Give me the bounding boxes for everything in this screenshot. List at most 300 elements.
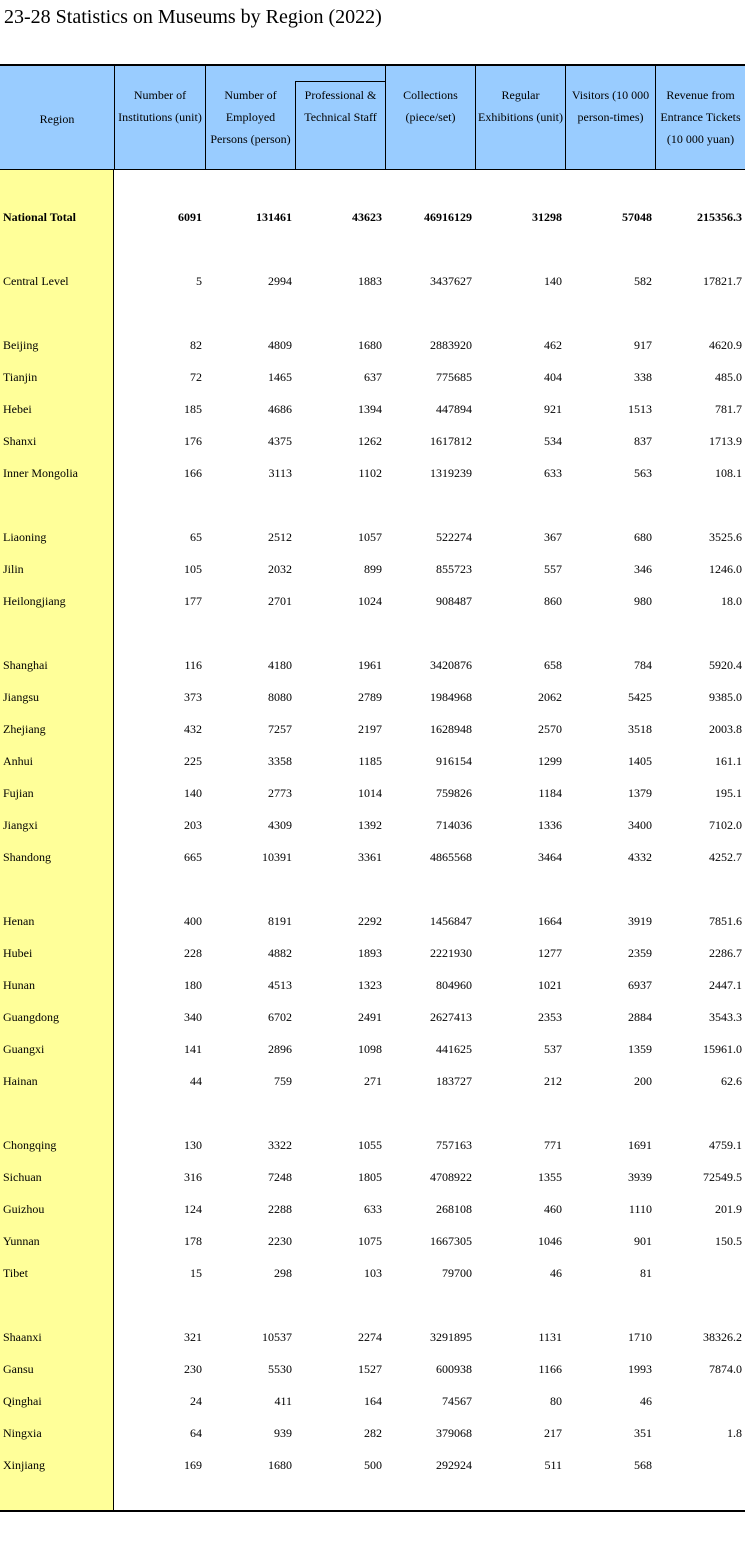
table-row <box>0 687 745 707</box>
table-row <box>0 847 745 867</box>
region-name-cell: Anhui <box>3 754 33 768</box>
revenue-cell: 2286.7 <box>709 946 742 960</box>
professional-cell: 1055 <box>358 1138 382 1152</box>
visitors-cell: 1359 <box>628 1042 652 1056</box>
collections-cell: 441625 <box>436 1042 472 1056</box>
professional-cell: 2789 <box>358 690 382 704</box>
region-name-cell: Hubei <box>3 946 33 960</box>
revenue-cell: 17821.7 <box>703 274 742 288</box>
professional-cell: 637 <box>364 370 382 384</box>
exhibitions-cell: 2062 <box>538 690 562 704</box>
exhibitions-cell: 140 <box>544 274 562 288</box>
table-row <box>0 1455 745 1475</box>
header-employed: Number of Employed Persons (person) <box>205 66 295 169</box>
visitors-cell: 3939 <box>628 1170 652 1184</box>
exhibitions-cell: 1664 <box>538 914 562 928</box>
header-collections: Collections (piece/set) <box>385 66 475 169</box>
table-row <box>0 1359 745 1379</box>
collections-cell: 2627413 <box>430 1010 472 1024</box>
region-name-cell: National Total <box>3 210 77 224</box>
revenue-cell: 161.1 <box>715 754 742 768</box>
exhibitions-cell: 658 <box>544 658 562 672</box>
revenue-cell: 1713.9 <box>709 434 742 448</box>
institutions-cell: 82 <box>190 338 202 352</box>
table-row <box>0 591 745 611</box>
exhibitions-cell: 1131 <box>538 1330 562 1344</box>
institutions-cell: 665 <box>184 850 202 864</box>
museum-statistics-table <box>0 64 745 1512</box>
professional-cell: 1057 <box>358 530 382 544</box>
revenue-cell: 5920.4 <box>709 658 742 672</box>
revenue-cell: 150.5 <box>715 1234 742 1248</box>
institutions-cell: 72 <box>190 370 202 384</box>
employed-cell: 6702 <box>268 1010 292 1024</box>
table-row <box>0 911 745 931</box>
employed-cell: 298 <box>274 1266 292 1280</box>
visitors-cell: 346 <box>634 562 652 576</box>
employed-cell: 1465 <box>268 370 292 384</box>
exhibitions-cell: 80 <box>550 1394 562 1408</box>
table-row <box>0 367 745 387</box>
header-visitors: Visitors (10 000 person-times) <box>565 66 655 169</box>
revenue-cell: 195.1 <box>715 786 742 800</box>
table-row <box>0 751 745 771</box>
institutions-cell: 64 <box>190 1426 202 1440</box>
visitors-cell: 351 <box>634 1426 652 1440</box>
institutions-cell: 44 <box>190 1074 202 1088</box>
collections-cell: 775685 <box>436 370 472 384</box>
table-row <box>0 815 745 835</box>
revenue-cell: 2003.8 <box>709 722 742 736</box>
professional-cell: 1185 <box>358 754 382 768</box>
region-name-cell: Guizhou <box>3 1202 45 1216</box>
revenue-cell: 3525.6 <box>709 530 742 544</box>
professional-cell: 2491 <box>358 1010 382 1024</box>
collections-cell: 916154 <box>436 754 472 768</box>
exhibitions-cell: 462 <box>544 338 562 352</box>
visitors-cell: 200 <box>634 1074 652 1088</box>
professional-cell: 282 <box>364 1426 382 1440</box>
visitors-cell: 582 <box>634 274 652 288</box>
header-revenue: Revenue from Entrance Tickets (10 000 yuan) <box>655 66 745 169</box>
region-name-cell: Shaanxi <box>3 1330 42 1344</box>
table-row <box>0 1199 745 1219</box>
exhibitions-cell: 633 <box>544 466 562 480</box>
revenue-cell: 4252.7 <box>709 850 742 864</box>
table-row <box>0 1231 745 1251</box>
region-name-cell: Inner Mongolia <box>3 466 78 480</box>
exhibitions-cell: 1021 <box>538 978 562 992</box>
revenue-cell: 2447.1 <box>709 978 742 992</box>
region-name-cell: Sichuan <box>3 1170 42 1184</box>
employed-cell: 2230 <box>268 1234 292 1248</box>
institutions-cell: 24 <box>190 1394 202 1408</box>
visitors-cell: 980 <box>634 594 652 608</box>
professional-cell: 1014 <box>358 786 382 800</box>
professional-cell: 3361 <box>358 850 382 864</box>
collections-cell: 292924 <box>436 1458 472 1472</box>
exhibitions-cell: 3464 <box>538 850 562 864</box>
institutions-cell: 228 <box>184 946 202 960</box>
collections-cell: 855723 <box>436 562 472 576</box>
visitors-cell: 1379 <box>628 786 652 800</box>
region-name-cell: Jiangxi <box>3 818 38 832</box>
exhibitions-cell: 404 <box>544 370 562 384</box>
exhibitions-cell: 46 <box>550 1266 562 1280</box>
institutions-cell: 65 <box>190 530 202 544</box>
region-name-cell: Chongqing <box>3 1138 57 1152</box>
employed-cell: 8191 <box>268 914 292 928</box>
exhibitions-cell: 921 <box>544 402 562 416</box>
exhibitions-cell: 31298 <box>532 210 562 224</box>
collections-cell: 2883920 <box>430 338 472 352</box>
exhibitions-cell: 2570 <box>538 722 562 736</box>
visitors-cell: 4332 <box>628 850 652 864</box>
exhibitions-cell: 212 <box>544 1074 562 1088</box>
exhibitions-cell: 460 <box>544 1202 562 1216</box>
region-name-cell: Tianjin <box>3 370 38 384</box>
institutions-cell: 124 <box>184 1202 202 1216</box>
employed-cell: 4180 <box>268 658 292 672</box>
exhibitions-cell: 1355 <box>538 1170 562 1184</box>
collections-cell: 1667305 <box>430 1234 472 1248</box>
collections-cell: 183727 <box>436 1074 472 1088</box>
visitors-cell: 2359 <box>628 946 652 960</box>
institutions-cell: 340 <box>184 1010 202 1024</box>
professional-cell: 1527 <box>358 1362 382 1376</box>
visitors-cell: 1110 <box>628 1202 652 1216</box>
region-name-cell: Shandong <box>3 850 51 864</box>
employed-cell: 4882 <box>268 946 292 960</box>
table-row <box>0 1327 745 1347</box>
visitors-cell: 338 <box>634 370 652 384</box>
table-row <box>0 431 745 451</box>
visitors-cell: 81 <box>640 1266 652 1280</box>
region-name-cell: Guangdong <box>3 1010 59 1024</box>
visitors-cell: 1513 <box>628 402 652 416</box>
table-row <box>0 783 745 803</box>
institutions-cell: 105 <box>184 562 202 576</box>
revenue-cell: 18.0 <box>721 594 742 608</box>
visitors-cell: 2884 <box>628 1010 652 1024</box>
professional-cell: 1323 <box>358 978 382 992</box>
visitors-cell: 837 <box>634 434 652 448</box>
revenue-cell: 7874.0 <box>709 1362 742 1376</box>
collections-cell: 804960 <box>436 978 472 992</box>
employed-cell: 3113 <box>268 466 292 480</box>
table-row <box>0 463 745 483</box>
professional-cell: 1394 <box>358 402 382 416</box>
collections-cell: 268108 <box>436 1202 472 1216</box>
employed-cell: 4309 <box>268 818 292 832</box>
exhibitions-cell: 1277 <box>538 946 562 960</box>
professional-cell: 1805 <box>358 1170 382 1184</box>
institutions-cell: 321 <box>184 1330 202 1344</box>
institutions-cell: 6091 <box>178 210 202 224</box>
exhibitions-cell: 1336 <box>538 818 562 832</box>
table-row <box>0 527 745 547</box>
visitors-cell: 3400 <box>628 818 652 832</box>
employed-cell: 2773 <box>268 786 292 800</box>
employed-cell: 4809 <box>268 338 292 352</box>
collections-cell: 3420876 <box>430 658 472 672</box>
table-row <box>0 207 745 227</box>
collections-cell: 714036 <box>436 818 472 832</box>
employed-cell: 8080 <box>268 690 292 704</box>
institutions-cell: 432 <box>184 722 202 736</box>
table-row <box>0 1039 745 1059</box>
revenue-cell: 72549.5 <box>703 1170 742 1184</box>
table-row <box>0 271 745 291</box>
region-name-cell: Central Level <box>3 274 69 288</box>
exhibitions-cell: 557 <box>544 562 562 576</box>
professional-cell: 1262 <box>358 434 382 448</box>
professional-cell: 43623 <box>352 210 382 224</box>
employed-cell: 3322 <box>268 1138 292 1152</box>
region-name-cell: Qinghai <box>3 1394 42 1408</box>
exhibitions-cell: 367 <box>544 530 562 544</box>
institutions-cell: 140 <box>184 786 202 800</box>
professional-cell: 103 <box>364 1266 382 1280</box>
exhibitions-cell: 1046 <box>538 1234 562 1248</box>
collections-cell: 3291895 <box>430 1330 472 1344</box>
revenue-cell: 9385.0 <box>709 690 742 704</box>
table-row <box>0 1263 745 1283</box>
collections-cell: 2221930 <box>430 946 472 960</box>
professional-cell: 2274 <box>358 1330 382 1344</box>
collections-cell: 1456847 <box>430 914 472 928</box>
collections-cell: 74567 <box>442 1394 472 1408</box>
employed-cell: 939 <box>274 1426 292 1440</box>
institutions-cell: 203 <box>184 818 202 832</box>
collections-cell: 1617812 <box>430 434 472 448</box>
revenue-cell: 108.1 <box>715 466 742 480</box>
region-name-cell: Hunan <box>3 978 35 992</box>
table-header <box>0 64 745 170</box>
table-row <box>0 975 745 995</box>
table-body <box>0 170 745 1512</box>
table-row <box>0 399 745 419</box>
collections-cell: 447894 <box>436 402 472 416</box>
region-name-cell: Jilin <box>3 562 24 576</box>
professional-cell: 1024 <box>358 594 382 608</box>
employed-cell: 10391 <box>262 850 292 864</box>
revenue-cell: 3543.3 <box>709 1010 742 1024</box>
region-name-cell: Liaoning <box>3 530 47 544</box>
collections-cell: 4865568 <box>430 850 472 864</box>
exhibitions-cell: 511 <box>544 1458 562 1472</box>
employed-cell: 4686 <box>268 402 292 416</box>
visitors-cell: 3518 <box>628 722 652 736</box>
professional-cell: 1893 <box>358 946 382 960</box>
employed-cell: 7257 <box>268 722 292 736</box>
table-row <box>0 1391 745 1411</box>
revenue-cell: 15961.0 <box>703 1042 742 1056</box>
professional-cell: 1680 <box>358 338 382 352</box>
employed-cell: 2512 <box>268 530 292 544</box>
employed-cell: 7248 <box>268 1170 292 1184</box>
employed-cell: 5530 <box>268 1362 292 1376</box>
institutions-cell: 230 <box>184 1362 202 1376</box>
employed-cell: 10537 <box>262 1330 292 1344</box>
table-row <box>0 1071 745 1091</box>
revenue-cell: 4759.1 <box>709 1138 742 1152</box>
professional-cell: 1098 <box>358 1042 382 1056</box>
institutions-cell: 130 <box>184 1138 202 1152</box>
table-row <box>0 719 745 739</box>
region-name-cell: Ningxia <box>3 1426 42 1440</box>
professional-cell: 1883 <box>358 274 382 288</box>
institutions-cell: 169 <box>184 1458 202 1472</box>
collections-cell: 757163 <box>436 1138 472 1152</box>
exhibitions-cell: 2353 <box>538 1010 562 1024</box>
visitors-cell: 680 <box>634 530 652 544</box>
collections-cell: 759826 <box>436 786 472 800</box>
exhibitions-cell: 217 <box>544 1426 562 1440</box>
professional-cell: 1075 <box>358 1234 382 1248</box>
revenue-cell: 4620.9 <box>709 338 742 352</box>
visitors-cell: 563 <box>634 466 652 480</box>
visitors-cell: 1710 <box>628 1330 652 1344</box>
visitors-cell: 3919 <box>628 914 652 928</box>
table-row <box>0 559 745 579</box>
visitors-cell: 57048 <box>622 210 652 224</box>
visitors-cell: 784 <box>634 658 652 672</box>
region-name-cell: Zhejiang <box>3 722 46 736</box>
exhibitions-cell: 1299 <box>538 754 562 768</box>
revenue-cell: 7102.0 <box>709 818 742 832</box>
employed-cell: 1680 <box>268 1458 292 1472</box>
exhibitions-cell: 860 <box>544 594 562 608</box>
collections-cell: 4708922 <box>430 1170 472 1184</box>
revenue-cell: 485.0 <box>715 370 742 384</box>
institutions-cell: 5 <box>196 274 202 288</box>
table-row <box>0 1423 745 1443</box>
institutions-cell: 225 <box>184 754 202 768</box>
page-title: 23-28 Statistics on Museums by Region (2022) <box>4 6 382 28</box>
table-row <box>0 655 745 675</box>
region-name-cell: Hainan <box>3 1074 38 1088</box>
revenue-cell: 1.8 <box>727 1426 742 1440</box>
table-row <box>0 335 745 355</box>
institutions-cell: 373 <box>184 690 202 704</box>
employed-cell: 3358 <box>268 754 292 768</box>
visitors-cell: 568 <box>634 1458 652 1472</box>
employed-cell: 2896 <box>268 1042 292 1056</box>
collections-cell: 600938 <box>436 1362 472 1376</box>
collections-cell: 46916129 <box>424 210 472 224</box>
visitors-cell: 917 <box>634 338 652 352</box>
employed-cell: 131461 <box>256 210 292 224</box>
revenue-cell: 7851.6 <box>709 914 742 928</box>
visitors-cell: 1993 <box>628 1362 652 1376</box>
collections-cell: 1628948 <box>430 722 472 736</box>
header-institutions: Number of Institutions (unit) <box>114 66 205 169</box>
professional-cell: 633 <box>364 1202 382 1216</box>
visitors-cell: 46 <box>640 1394 652 1408</box>
institutions-cell: 185 <box>184 402 202 416</box>
region-name-cell: Henan <box>3 914 35 928</box>
exhibitions-cell: 534 <box>544 434 562 448</box>
region-name-cell: Gansu <box>3 1362 34 1376</box>
professional-cell: 899 <box>364 562 382 576</box>
institutions-cell: 316 <box>184 1170 202 1184</box>
employed-cell: 2288 <box>268 1202 292 1216</box>
region-name-cell: Shanghai <box>3 658 48 672</box>
employed-cell: 4513 <box>268 978 292 992</box>
professional-cell: 500 <box>364 1458 382 1472</box>
exhibitions-cell: 1166 <box>538 1362 562 1376</box>
collections-cell: 1319239 <box>430 466 472 480</box>
employed-cell: 2994 <box>268 274 292 288</box>
header-region: Region <box>39 112 75 126</box>
revenue-cell: 1246.0 <box>709 562 742 576</box>
visitors-cell: 1405 <box>628 754 652 768</box>
region-name-cell: Shanxi <box>3 434 37 448</box>
table-row <box>0 1007 745 1027</box>
professional-cell: 2292 <box>358 914 382 928</box>
visitors-cell: 6937 <box>628 978 652 992</box>
institutions-cell: 176 <box>184 434 202 448</box>
employed-cell: 2701 <box>268 594 292 608</box>
institutions-cell: 178 <box>184 1234 202 1248</box>
region-name-cell: Yunnan <box>3 1234 40 1248</box>
employed-cell: 411 <box>274 1394 292 1408</box>
professional-cell: 1392 <box>358 818 382 832</box>
header-exhibitions: Regular Exhibitions (unit) <box>475 66 565 169</box>
exhibitions-cell: 537 <box>544 1042 562 1056</box>
professional-cell: 2197 <box>358 722 382 736</box>
header-professional: Professional & Technical Staff <box>295 81 385 169</box>
table-row <box>0 1135 745 1155</box>
institutions-cell: 116 <box>184 658 202 672</box>
professional-cell: 1102 <box>358 466 382 480</box>
professional-cell: 1961 <box>358 658 382 672</box>
employed-cell: 2032 <box>268 562 292 576</box>
exhibitions-cell: 771 <box>544 1138 562 1152</box>
exhibitions-cell: 1184 <box>538 786 562 800</box>
institutions-cell: 180 <box>184 978 202 992</box>
region-name-cell: Xinjiang <box>3 1458 45 1472</box>
revenue-cell: 62.6 <box>721 1074 742 1088</box>
table-row <box>0 943 745 963</box>
revenue-cell: 201.9 <box>715 1202 742 1216</box>
revenue-cell: 38326.2 <box>703 1330 742 1344</box>
collections-cell: 3437627 <box>430 274 472 288</box>
revenue-cell: 215356.3 <box>697 210 742 224</box>
region-name-cell: Guangxi <box>3 1042 45 1056</box>
institutions-cell: 166 <box>184 466 202 480</box>
institutions-cell: 177 <box>184 594 202 608</box>
collections-cell: 79700 <box>442 1266 472 1280</box>
visitors-cell: 901 <box>634 1234 652 1248</box>
visitors-cell: 5425 <box>628 690 652 704</box>
professional-cell: 271 <box>364 1074 382 1088</box>
table-row <box>0 1167 745 1187</box>
region-name-cell: Jiangsu <box>3 690 39 704</box>
employed-cell: 759 <box>274 1074 292 1088</box>
region-name-cell: Hebei <box>3 402 32 416</box>
region-name-cell: Heilongjiang <box>3 594 66 608</box>
employed-cell: 4375 <box>268 434 292 448</box>
collections-cell: 379068 <box>436 1426 472 1440</box>
institutions-cell: 141 <box>184 1042 202 1056</box>
visitors-cell: 1691 <box>628 1138 652 1152</box>
collections-cell: 522274 <box>436 530 472 544</box>
collections-cell: 1984968 <box>430 690 472 704</box>
revenue-cell: 781.7 <box>715 402 742 416</box>
region-name-cell: Tibet <box>3 1266 28 1280</box>
